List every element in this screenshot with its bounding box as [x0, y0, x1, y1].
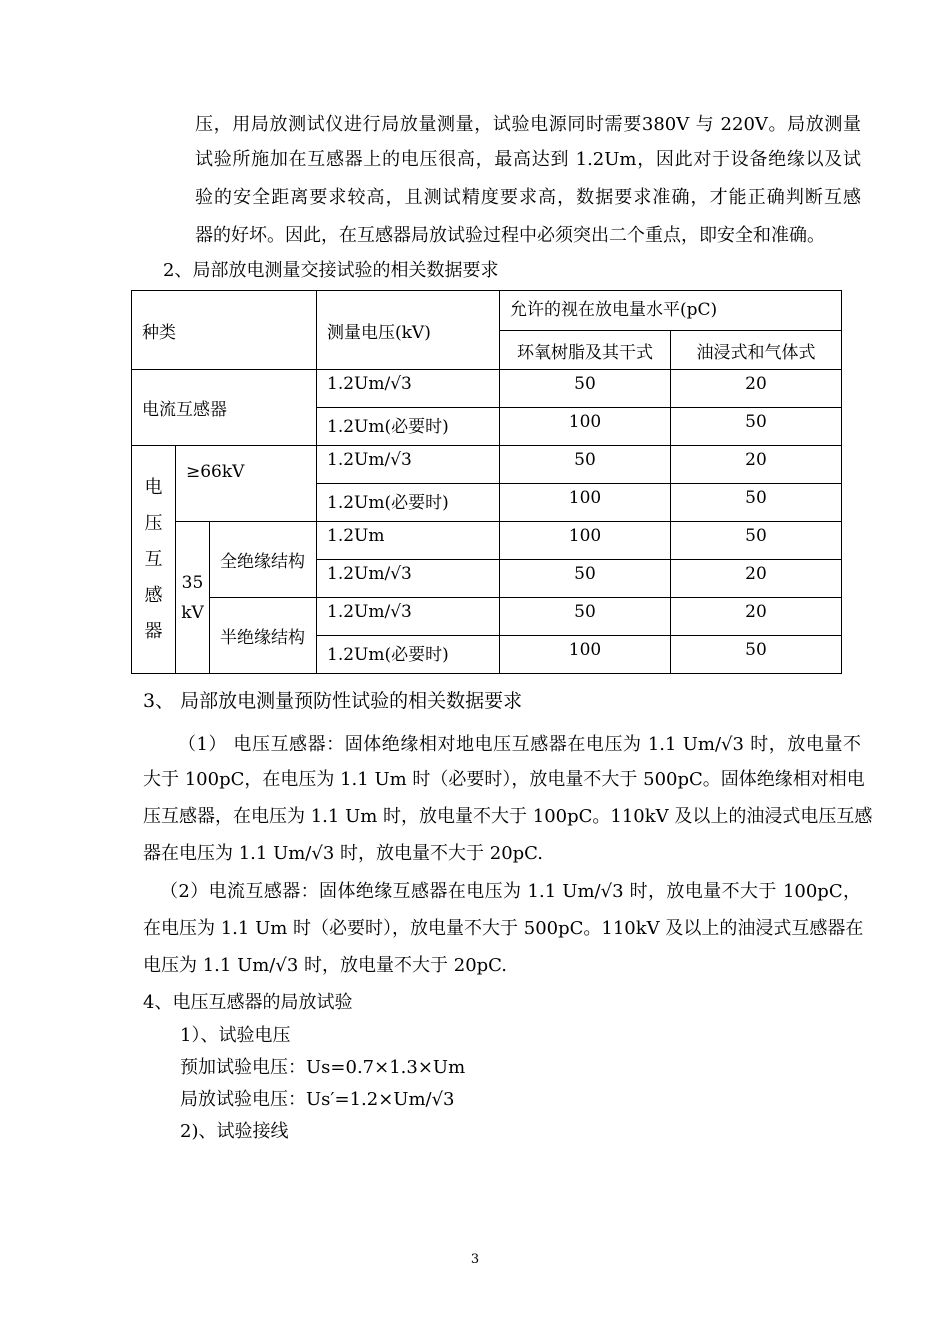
- cell-epoxy: 50: [500, 598, 671, 636]
- sub2-title: 2)、试验接线: [180, 1121, 289, 1142]
- cell-epoxy: 100: [500, 522, 671, 560]
- table-row: [132, 446, 842, 484]
- cell-oil: 20: [671, 446, 842, 484]
- cell-epoxy: 50: [500, 560, 671, 598]
- cell-epoxy: 100: [500, 484, 671, 522]
- cell-voltage: 1.2Um/√3: [317, 370, 500, 408]
- full-insulation-label: 全绝缘结构: [210, 522, 317, 598]
- cell-oil: 50: [671, 408, 842, 446]
- voltage-transformer-label: [132, 446, 176, 674]
- cell-voltage: 1.2Um/√3: [317, 560, 500, 598]
- cell-oil: 50: [671, 484, 842, 522]
- ct-line-2: 在电压为 1.1 Um 时（必要时），放电量不大于 500pC。110kV 及以上的油浸式互感器在: [143, 918, 864, 939]
- header-epoxy-dry: 环氧树脂及其干式: [500, 331, 671, 370]
- cell-voltage: 1.2Um(必要时): [317, 408, 500, 446]
- vt-char: 电: [144, 476, 163, 498]
- cell-voltage: 1.2Um: [317, 522, 500, 560]
- section4-title: 4、电压互感器的局放试验: [143, 992, 353, 1013]
- table-header-row: [132, 291, 842, 331]
- preload-voltage: 预加试验电压：Us=0.7×1.3×Um: [180, 1057, 466, 1078]
- section3-title: 3、 局部放电测量预防性试验的相关数据要求: [143, 690, 523, 712]
- intro-line-3: 验的安全距离要求较高，且测试精度要求高，数据要求准确，才能正确判断互感: [195, 187, 861, 208]
- ge66kv-label: ≥66kV: [176, 446, 317, 522]
- cell-voltage: 1.2Um/√3: [317, 598, 500, 636]
- cell-epoxy: 50: [500, 370, 671, 408]
- table-row: [132, 522, 842, 560]
- ct-line-1: （2）电流互感器：固体绝缘互感器在电压为 1.1 Um/√3 时，放电量不大于 100pC，: [160, 881, 861, 902]
- 35kv-label: [176, 522, 210, 674]
- cell-oil: 20: [671, 560, 842, 598]
- cell-epoxy: 100: [500, 408, 671, 446]
- cell-epoxy: 50: [500, 446, 671, 484]
- header-oil-gas: 油浸式和气体式: [671, 331, 842, 370]
- table-row: [132, 370, 842, 408]
- section2-title: 2、局部放电测量交接试验的相关数据要求: [163, 260, 499, 281]
- cell-voltage: 1.2Um(必要时): [317, 636, 500, 674]
- vt-char: 器: [144, 620, 163, 642]
- vt-char: 互: [144, 548, 163, 570]
- cell-oil: 50: [671, 522, 842, 560]
- vt-char: 压: [144, 512, 163, 534]
- cell-voltage: 1.2Um/√3: [317, 446, 500, 484]
- pd-test-voltage: 局放试验电压：Us′=1.2×Um/√3: [180, 1089, 455, 1110]
- intro-line-2: 试验所施加在互感器上的电压很高，最高达到 1.2Um，因此对于设备绝缘以及试: [195, 149, 861, 170]
- vt-line-3: 压互感器，在电压为 1.1 Um 时，放电量不大于 100pC。110kV 及以上的油浸式电压互感: [143, 806, 873, 827]
- intro-line-4: 器的好坏。因此，在互感器局放试验过程中必须突出二个重点，即安全和准确。: [195, 225, 825, 246]
- header-type: 种类: [132, 291, 317, 370]
- vt-char: 感: [144, 584, 163, 606]
- cell-oil: 20: [671, 370, 842, 408]
- header-allowed-level: 允许的视在放电量水平(pC): [500, 291, 842, 331]
- page-number: 3: [470, 1252, 480, 1267]
- 35kv-part: kV: [181, 602, 204, 623]
- pd-requirements-table: [131, 290, 842, 674]
- current-transformer-label: 电流互感器: [132, 370, 317, 446]
- cell-voltage: 1.2Um(必要时): [317, 484, 500, 522]
- table-row: [132, 598, 842, 636]
- half-insulation-label: 半绝缘结构: [210, 598, 317, 674]
- sub1-title: 1）、试验电压: [180, 1025, 291, 1046]
- vt-line-4: 器在电压为 1.1 Um/√3 时，放电量不大于 20pC.: [143, 843, 544, 864]
- cell-oil: 50: [671, 636, 842, 674]
- ct-line-3: 电压为 1.1 Um/√3 时，放电量不大于 20pC.: [143, 955, 508, 976]
- header-voltage: 测量电压(kV): [317, 291, 500, 370]
- vt-line-2: 大于 100pC，在电压为 1.1 Um 时（必要时），放电量不大于 500pC。固体绝缘相对相电: [143, 769, 865, 790]
- 35kv-part: 35: [181, 572, 204, 593]
- intro-line-1: 压，用局放测试仪进行局放量测量，试验电源同时需要380V 与 220V。局放测量: [195, 114, 861, 135]
- cell-oil: 20: [671, 598, 842, 636]
- vt-line-1: （1） 电压互感器：固体绝缘相对地电压互感器在电压为 1.1 Um/√3 时，放电量不: [178, 734, 861, 755]
- cell-epoxy: 100: [500, 636, 671, 674]
